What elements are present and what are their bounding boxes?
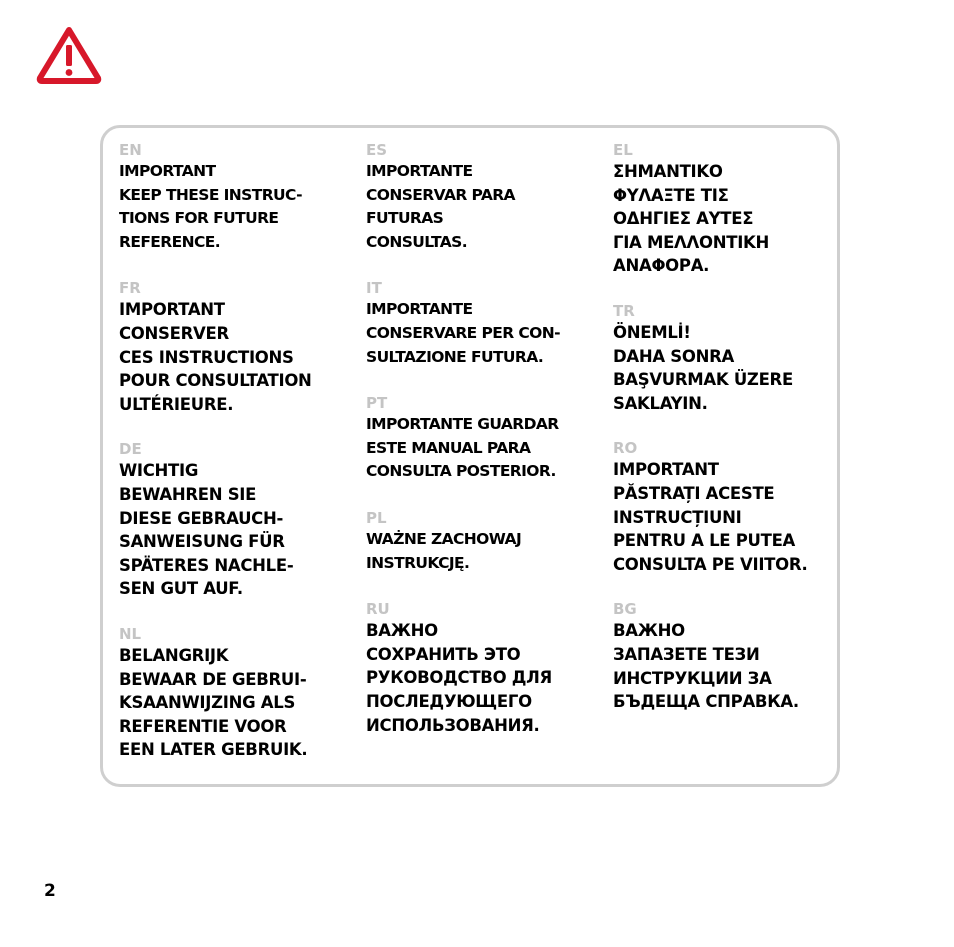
section-bg bbox=[613, 599, 838, 713]
column-3 bbox=[613, 140, 838, 714]
instructions-box bbox=[100, 125, 840, 787]
language-code: DE bbox=[119, 440, 142, 459]
section-pt bbox=[366, 393, 596, 484]
section-text: BELANGRIJK BEWAAR DE GEBRUI- KSAANWIJZING ALS REFERENTIE VOOR EEN LATER GEBRUIK. bbox=[119, 645, 308, 760]
section-ru bbox=[366, 599, 596, 737]
column-1 bbox=[119, 140, 349, 762]
section-text: ВАЖНО ЗАПАЗЕТЕ ТЕЗИ ИНСТРУКЦИИ ЗА БЪДЕЩА СПРАВКА. bbox=[613, 621, 799, 712]
page-number: 2 bbox=[44, 881, 56, 901]
section-text: WICHTIG BEWAHREN SIE DIESE GEBRAUCH- SANWEISUNG FÜR SPÄTERES NACHLE- SEN GUT AUF. bbox=[119, 461, 294, 599]
warning-triangle-icon bbox=[36, 26, 102, 84]
language-code: PL bbox=[366, 508, 387, 527]
language-code: ES bbox=[366, 141, 388, 159]
language-code: BG bbox=[613, 600, 637, 619]
section-text: IMPORTANT KEEP THESE INSTRUC- TIONS FOR FUTURE REFERENCE. bbox=[119, 162, 302, 251]
section-fr bbox=[119, 278, 349, 416]
section-text: IMPORTANT CONSERVER CES INSTRUCTIONS POUR CONSULTATION ULTÉRIEURE. bbox=[119, 300, 312, 414]
section-text: WAŻNE ZACHOWAJ INSTRUKCJĘ. bbox=[366, 529, 522, 572]
section-nl bbox=[119, 624, 349, 762]
section-es bbox=[366, 140, 596, 254]
section-el bbox=[613, 140, 838, 278]
language-code: TR bbox=[613, 301, 635, 320]
language-code: FR bbox=[119, 279, 141, 298]
section-text: ΣΗΜΑΝΤΙΚΟ ΦΥΛΑΞΤΕ ΤΙΣ ΟΔΗΓΙΕΣ ΑΥΤΕΣ ΓΙΑ ΜΕΛΛΟΝΤΙΚΗ ΑΝΑΦΟΡΑ. bbox=[613, 162, 770, 276]
language-code: PT bbox=[366, 394, 388, 413]
section-de bbox=[119, 439, 349, 601]
language-code: EN bbox=[119, 141, 142, 159]
section-it bbox=[366, 278, 596, 369]
section-text: IMPORTANTE CONSERVAR PARA FUTURAS CONSULTAS. bbox=[366, 162, 515, 251]
language-code: RO bbox=[613, 439, 638, 458]
section-pl bbox=[366, 508, 596, 575]
column-2 bbox=[366, 140, 596, 737]
section-text: IMPORTANTE CONSERVARE PER CON- SULTAZIONE FUTURA. bbox=[366, 300, 560, 366]
section-tr bbox=[613, 301, 838, 415]
section-text: IMPORTANTE GUARDAR ESTE MANUAL PARA CONSULTA POSTERIOR. bbox=[366, 415, 559, 481]
language-code: NL bbox=[119, 624, 142, 643]
language-code: IT bbox=[366, 279, 382, 298]
section-text: IMPORTANT PĂSTRAȚI ACESTE INSTRUCȚIUNI PENTRU A LE PUTEA CONSULTA PE VIITOR. bbox=[613, 460, 808, 574]
section-text: ÖNEMLİ! DAHA SONRA BAŞVURMAK ÜZERE SAKLAYIN. bbox=[613, 322, 793, 413]
language-code: RU bbox=[366, 600, 390, 619]
language-code: EL bbox=[613, 141, 633, 159]
section-en bbox=[119, 140, 349, 254]
section-text: ВАЖНО СОХРАНИТЬ ЭТО РУКОВОДСТВО ДЛЯ ПОСЛЕДУЮЩЕГО ИСПОЛЬЗОВАНИЯ. bbox=[366, 621, 552, 735]
section-ro bbox=[613, 438, 838, 576]
